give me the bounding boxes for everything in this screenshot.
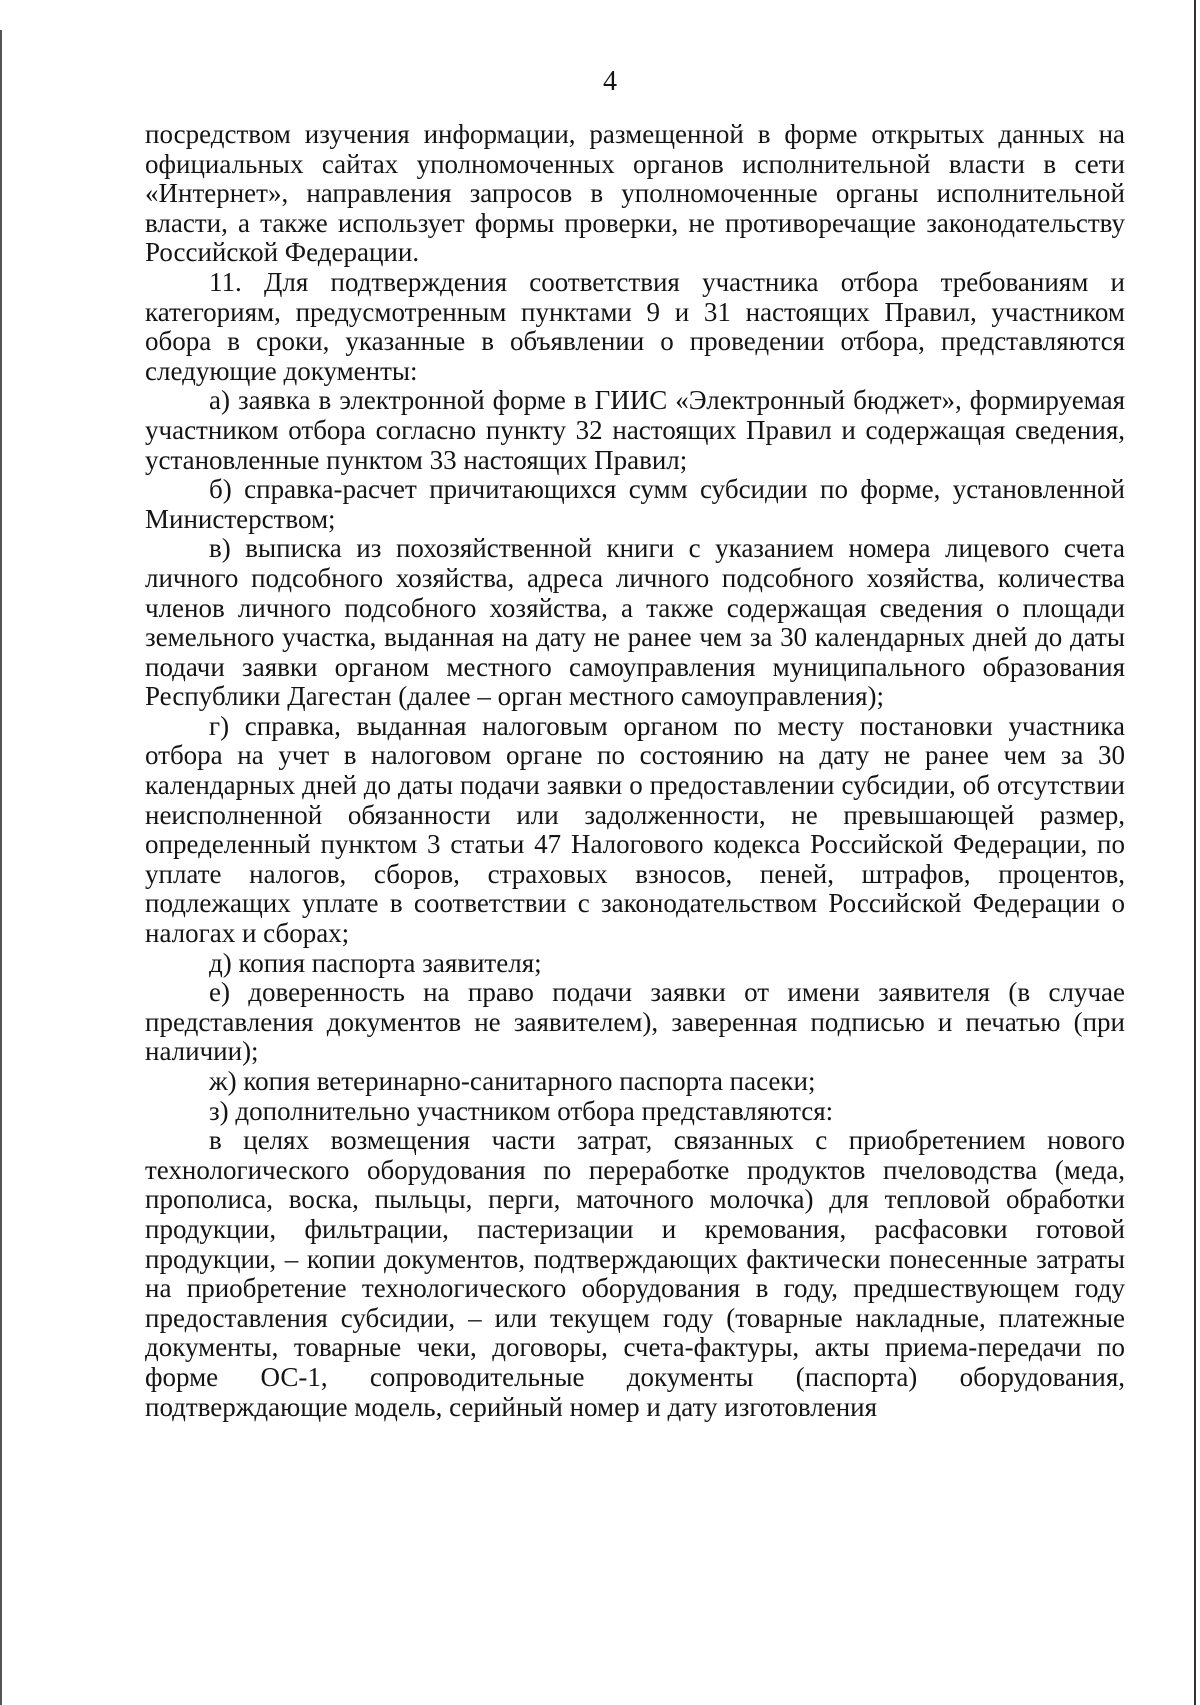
document-body [145,120,1125,1422]
paragraph-subitem-d: д) копия паспорта заявителя; [209,947,542,978]
paragraph-subitem-e: е) доверенность на право подачи заявки от имени заявителя (в случае представления документов не заявителем), заверенная подписью и печатью (при наличии); [145,977,1125,1067]
scan-edge-left [0,30,2,1705]
page-number: 4 [603,66,617,97]
paragraph-intro-continuation: посредством изучения информации, размещенной в форме открытых данных на официальных сайтах уполномоченных органов исполнительной власти в сети «Интернет», направления запросов в уполномоченные органы исполнительной власти, а также использует формы проверки, не противоречащие законодательству Российской Федерации. [145,119,1125,268]
paragraph-subitem-z: з) дополнительно участником отбора представляются: [209,1095,834,1126]
paragraph-subitem-a: а) заявка в электронной форме в ГИИС «Электронный бюджет», формируемая участником отбора согласно пункту 32 настоящих Правил и содержащая сведения, установленные пунктом 33 настоящих Правил; [145,385,1125,475]
paragraph-subitem-b: б) справка-расчет причитающихся сумм субсидии по форме, установленной Министерством; [145,474,1125,534]
paragraph-subitem-v: в) выписка из похозяйственной книги с указанием номера лицевого счета личного подсобного хозяйства, адреса личного подсобного хозяйства, количества членов личного подсобного хозяйства, а также содержащая сведения о площади земельного участка, выданная на дату не ранее чем за 30 календарных дней до даты подачи заявки органом местного самоуправления муниципального образования Республики Дагестан (далее – орган местного самоуправления); [145,533,1125,712]
scan-edge-right [1194,0,1196,1705]
paragraph-item-11: 11. Для подтверждения соответствия участника отбора требованиям и категориям, предусмотренным пунктами 9 и 31 настоящих Правил, участником обора в сроки, указанные в объявлении о проведении отбора, представляются следующие документы: [145,266,1125,386]
paragraph-subitem-g: г) справка, выданная налоговым органом по месту постановки участника отбора на учет в налоговом органе по состоянию на дату не ранее чем за 30 календарных дней до даты подачи заявки о предоставлении субсидии, об отсутствии неисполненной обязанности или задолженности, не превышающей размер, определенный пунктом 3 статьи 47 Налогового кодекса Российской Федерации, по уплате налогов, сборов, страховых взносов, пеней, штрафов, процентов, подлежащих уплате в соответствии с законодательством Российской Федерации о налогах и сборах; [145,710,1125,949]
paragraph-equipment-costs: в целях возмещения части затрат, связанных с приобретением нового технологического оборудования по переработке продуктов пчеловодства (меда, прополиса, воска, пыльцы, перги, маточного молочка) для тепловой обработки продукции, фильтрации, пастеризации и кремования, расфасовки готовой продукции, – копии документов, подтверждающих фактически понесенные затраты на приобретение технологического оборудования в году, предшествующем году предоставления субсидии, – или текущем году (товарные накладные, платежные документы, товарные чеки, договоры, счета-фактуры, акты приема-передачи по форме ОС-1, сопроводительные документы (паспорта) оборудования, подтверждающие модель, серийный номер и дату изготовления [145,1125,1125,1422]
paragraph-subitem-zh: ж) копия ветеринарно-санитарного паспорта пасеки; [209,1066,816,1096]
